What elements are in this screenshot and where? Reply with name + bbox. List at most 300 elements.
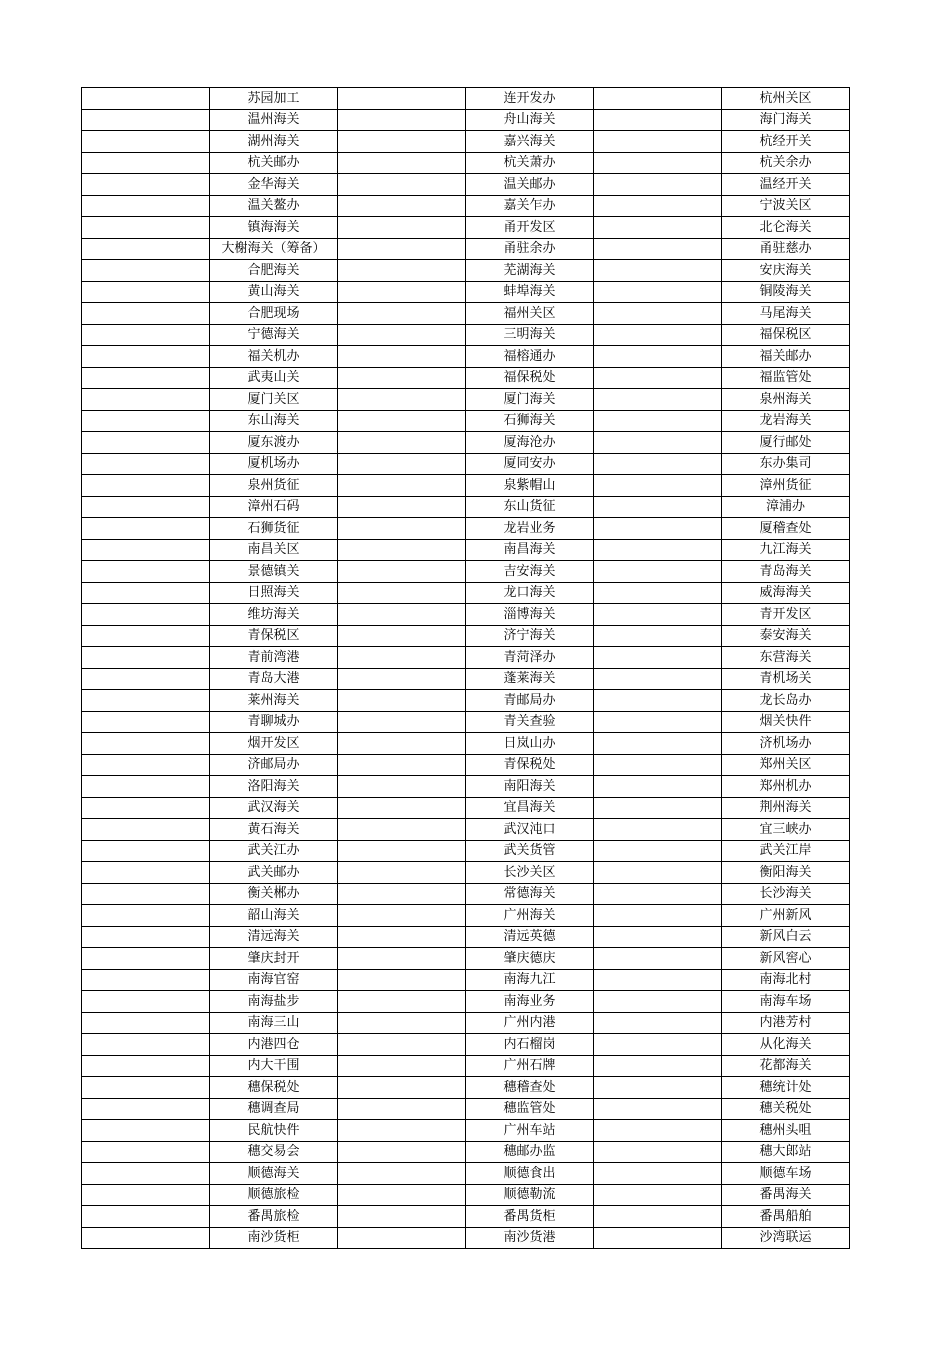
table-cell <box>82 1012 210 1034</box>
table-cell <box>338 238 466 260</box>
table-cell <box>338 539 466 561</box>
table-cell <box>338 88 466 110</box>
table-cell: 肇庆封开 <box>210 948 338 970</box>
table-cell <box>338 647 466 669</box>
table-cell <box>82 1034 210 1056</box>
table-row <box>82 905 850 927</box>
table-cell: 湖州海关 <box>210 131 338 153</box>
table-cell: 杭关邮办 <box>210 152 338 174</box>
table-cell <box>82 733 210 755</box>
table-row <box>82 1206 850 1228</box>
table-cell <box>82 948 210 970</box>
table-row <box>82 346 850 368</box>
table-cell <box>338 367 466 389</box>
table-cell <box>594 776 722 798</box>
table-cell <box>82 1163 210 1185</box>
table-row <box>82 1141 850 1163</box>
table-cell: 东山海关 <box>210 410 338 432</box>
table-row <box>82 991 850 1013</box>
table-cell <box>594 1141 722 1163</box>
table-cell <box>338 410 466 432</box>
table-cell: 武关江岸 <box>722 840 850 862</box>
table-cell: 穗关税处 <box>722 1098 850 1120</box>
table-cell <box>82 647 210 669</box>
table-cell <box>338 518 466 540</box>
table-cell: 穗交易会 <box>210 1141 338 1163</box>
table-cell <box>82 1184 210 1206</box>
table-cell <box>338 346 466 368</box>
table-cell: 吉安海关 <box>466 561 594 583</box>
table-cell <box>82 561 210 583</box>
table-cell <box>594 389 722 411</box>
table-cell: 花都海关 <box>722 1055 850 1077</box>
table-cell: 武夷山关 <box>210 367 338 389</box>
table-cell <box>594 1163 722 1185</box>
table-cell <box>338 195 466 217</box>
table-cell <box>82 625 210 647</box>
table-cell: 番禺货柜 <box>466 1206 594 1228</box>
table-cell <box>338 1141 466 1163</box>
table-cell: 厦门海关 <box>466 389 594 411</box>
table-cell <box>594 668 722 690</box>
table-cell <box>338 711 466 733</box>
table-cell: 穗稽查处 <box>466 1077 594 1099</box>
table-cell: 内石榴岗 <box>466 1034 594 1056</box>
table-cell: 武关邮办 <box>210 862 338 884</box>
table-row <box>82 131 850 153</box>
table-row <box>82 238 850 260</box>
table-cell <box>82 819 210 841</box>
table-cell <box>594 432 722 454</box>
table-cell: 厦东渡办 <box>210 432 338 454</box>
table-cell <box>594 1206 722 1228</box>
table-cell: 甬开发区 <box>466 217 594 239</box>
table-cell: 厦海沧办 <box>466 432 594 454</box>
table-cell: 清远英德 <box>466 926 594 948</box>
table-cell <box>338 324 466 346</box>
table-row <box>82 1227 850 1249</box>
table-cell <box>82 281 210 303</box>
table-cell: 宁德海关 <box>210 324 338 346</box>
table-cell: 南海北村 <box>722 969 850 991</box>
table-cell: 合肥现场 <box>210 303 338 325</box>
table-cell: 漳州货征 <box>722 475 850 497</box>
table-cell: 青邮局办 <box>466 690 594 712</box>
table-cell: 广州车站 <box>466 1120 594 1142</box>
table-row <box>82 389 850 411</box>
table-cell <box>82 367 210 389</box>
table-cell: 穗调查局 <box>210 1098 338 1120</box>
table-cell <box>594 131 722 153</box>
table-cell <box>338 432 466 454</box>
table-cell <box>82 969 210 991</box>
table-cell <box>82 840 210 862</box>
table-cell <box>338 1206 466 1228</box>
table-cell <box>338 668 466 690</box>
table-cell <box>82 1055 210 1077</box>
table-cell <box>82 711 210 733</box>
table-cell: 铜陵海关 <box>722 281 850 303</box>
table-cell: 青开发区 <box>722 604 850 626</box>
table-row <box>82 1098 850 1120</box>
table-cell: 威海海关 <box>722 582 850 604</box>
table-cell <box>594 711 722 733</box>
table-cell: 青关查验 <box>466 711 594 733</box>
table-row <box>82 475 850 497</box>
table-cell: 济宁海关 <box>466 625 594 647</box>
table-row <box>82 1184 850 1206</box>
table-cell: 连开发办 <box>466 88 594 110</box>
table-cell <box>594 260 722 282</box>
table-cell: 龙岩海关 <box>722 410 850 432</box>
table-cell <box>594 625 722 647</box>
table-cell <box>338 453 466 475</box>
table-cell: 合肥海关 <box>210 260 338 282</box>
table-row <box>82 539 850 561</box>
table-cell: 顺德旅检 <box>210 1184 338 1206</box>
table-cell <box>338 776 466 798</box>
table-cell: 温经开关 <box>722 174 850 196</box>
table-cell: 烟开发区 <box>210 733 338 755</box>
table-cell: 青前湾港 <box>210 647 338 669</box>
table-row <box>82 754 850 776</box>
table-cell <box>338 625 466 647</box>
table-cell <box>594 238 722 260</box>
table-cell <box>338 389 466 411</box>
table-cell <box>338 926 466 948</box>
table-row <box>82 647 850 669</box>
table-row <box>82 668 850 690</box>
table-cell <box>338 174 466 196</box>
table-cell <box>594 324 722 346</box>
table-cell <box>82 862 210 884</box>
table-cell <box>594 948 722 970</box>
table-cell: 济机场办 <box>722 733 850 755</box>
table-cell <box>338 883 466 905</box>
table-cell: 从化海关 <box>722 1034 850 1056</box>
table-cell: 龙岩业务 <box>466 518 594 540</box>
table-cell <box>82 518 210 540</box>
table-body <box>82 88 850 1249</box>
table-cell: 淄博海关 <box>466 604 594 626</box>
table-row <box>82 625 850 647</box>
table-cell: 马尾海关 <box>722 303 850 325</box>
table-cell: 穗监管处 <box>466 1098 594 1120</box>
table-row <box>82 776 850 798</box>
table-cell: 嘉兴海关 <box>466 131 594 153</box>
table-cell <box>338 1055 466 1077</box>
table-cell: 金华海关 <box>210 174 338 196</box>
table-cell: 北仑海关 <box>722 217 850 239</box>
table-cell <box>338 1184 466 1206</box>
table-cell <box>82 324 210 346</box>
table-cell <box>82 303 210 325</box>
table-cell: 穗统计处 <box>722 1077 850 1099</box>
table-cell: 温关鳌办 <box>210 195 338 217</box>
table-cell <box>594 453 722 475</box>
table-cell <box>82 195 210 217</box>
table-cell <box>82 604 210 626</box>
table-cell <box>82 346 210 368</box>
table-cell: 蚌埠海关 <box>466 281 594 303</box>
table-cell <box>338 131 466 153</box>
table-cell <box>82 410 210 432</box>
table-cell <box>338 582 466 604</box>
table-cell: 南昌海关 <box>466 539 594 561</box>
table-cell: 肇庆德庆 <box>466 948 594 970</box>
table-cell: 青岛大港 <box>210 668 338 690</box>
table-cell: 宜昌海关 <box>466 797 594 819</box>
table-cell: 蓬莱海关 <box>466 668 594 690</box>
table-row <box>82 152 850 174</box>
table-cell <box>594 905 722 927</box>
table-cell: 福保税区 <box>722 324 850 346</box>
table-cell <box>594 367 722 389</box>
table-cell: 广州新风 <box>722 905 850 927</box>
table-cell: 清远海关 <box>210 926 338 948</box>
table-cell <box>594 109 722 131</box>
table-cell: 内港四仓 <box>210 1034 338 1056</box>
table-cell <box>594 991 722 1013</box>
table-cell: 新风窖心 <box>722 948 850 970</box>
table-cell: 温关邮办 <box>466 174 594 196</box>
table-cell <box>82 797 210 819</box>
table-cell <box>338 1077 466 1099</box>
table-cell: 杭州关区 <box>722 88 850 110</box>
table-cell: 穗保税处 <box>210 1077 338 1099</box>
table-row <box>82 926 850 948</box>
table-cell <box>594 690 722 712</box>
table-cell <box>82 88 210 110</box>
table-row <box>82 819 850 841</box>
table-cell: 南昌关区 <box>210 539 338 561</box>
table-cell <box>82 668 210 690</box>
table-cell: 内港芳村 <box>722 1012 850 1034</box>
table-cell <box>594 410 722 432</box>
table-cell: 东营海关 <box>722 647 850 669</box>
table-row <box>82 109 850 131</box>
table-row <box>82 948 850 970</box>
table-cell: 郑州关区 <box>722 754 850 776</box>
table-row <box>82 432 850 454</box>
table-cell <box>594 1098 722 1120</box>
table-cell <box>594 883 722 905</box>
table-cell: 九江海关 <box>722 539 850 561</box>
table-cell: 广州石牌 <box>466 1055 594 1077</box>
table-cell: 穗邮办监 <box>466 1141 594 1163</box>
table-cell <box>594 1227 722 1249</box>
table-cell <box>82 453 210 475</box>
table-cell <box>82 926 210 948</box>
table-cell: 南海盐步 <box>210 991 338 1013</box>
table-cell: 苏园加工 <box>210 88 338 110</box>
table-cell: 莱州海关 <box>210 690 338 712</box>
table-row <box>82 496 850 518</box>
table-cell <box>82 1077 210 1099</box>
table-cell: 南阳海关 <box>466 776 594 798</box>
table-row <box>82 453 850 475</box>
table-cell: 洛阳海关 <box>210 776 338 798</box>
table-cell <box>82 690 210 712</box>
table-cell <box>594 518 722 540</box>
table-cell: 镇海海关 <box>210 217 338 239</box>
table-row <box>82 88 850 110</box>
table-row <box>82 711 850 733</box>
table-cell <box>594 195 722 217</box>
table-cell: 常德海关 <box>466 883 594 905</box>
table-row <box>82 195 850 217</box>
table-row <box>82 840 850 862</box>
table-cell <box>82 582 210 604</box>
table-cell: 厦门关区 <box>210 389 338 411</box>
table-cell: 日照海关 <box>210 582 338 604</box>
table-cell: 芜湖海关 <box>466 260 594 282</box>
table-cell <box>82 1098 210 1120</box>
table-cell <box>338 754 466 776</box>
table-cell <box>338 862 466 884</box>
table-cell: 厦稽查处 <box>722 518 850 540</box>
table-row <box>82 969 850 991</box>
table-row <box>82 260 850 282</box>
table-cell: 温州海关 <box>210 109 338 131</box>
table-cell: 新风白云 <box>722 926 850 948</box>
table-cell <box>338 1227 466 1249</box>
table-row <box>82 604 850 626</box>
table-cell: 番禺海关 <box>722 1184 850 1206</box>
table-cell <box>594 797 722 819</box>
table-row <box>82 303 850 325</box>
table-cell: 三明海关 <box>466 324 594 346</box>
table-cell <box>338 1098 466 1120</box>
table-cell <box>82 475 210 497</box>
table-cell <box>338 496 466 518</box>
table-cell: 沙湾联运 <box>722 1227 850 1249</box>
table-row <box>82 174 850 196</box>
table-cell <box>82 432 210 454</box>
table-cell <box>594 754 722 776</box>
table-cell: 韶山海关 <box>210 905 338 927</box>
table-cell <box>338 690 466 712</box>
table-cell: 青保税处 <box>466 754 594 776</box>
table-cell <box>594 926 722 948</box>
table-cell: 南海官窑 <box>210 969 338 991</box>
table-cell <box>594 1034 722 1056</box>
table-cell <box>82 389 210 411</box>
table-cell <box>82 217 210 239</box>
table-cell <box>594 539 722 561</box>
table-cell: 舟山海关 <box>466 109 594 131</box>
table-cell: 福监管处 <box>722 367 850 389</box>
table-cell <box>338 991 466 1013</box>
table-cell: 福州关区 <box>466 303 594 325</box>
table-cell: 郑州机办 <box>722 776 850 798</box>
table-cell <box>594 1055 722 1077</box>
table-cell: 福榕通办 <box>466 346 594 368</box>
table-cell <box>82 991 210 1013</box>
table-cell: 福关机办 <box>210 346 338 368</box>
table-cell: 顺德海关 <box>210 1163 338 1185</box>
table-cell <box>594 969 722 991</box>
table-cell: 泉州海关 <box>722 389 850 411</box>
table-cell: 民航快件 <box>210 1120 338 1142</box>
table-cell <box>338 303 466 325</box>
table-cell <box>594 174 722 196</box>
table-cell: 龙长岛办 <box>722 690 850 712</box>
table-cell: 内大干围 <box>210 1055 338 1077</box>
table-cell: 顺德勒流 <box>466 1184 594 1206</box>
table-cell <box>338 905 466 927</box>
table-cell <box>338 1034 466 1056</box>
table-cell <box>338 1120 466 1142</box>
table-cell <box>594 819 722 841</box>
table-row <box>82 324 850 346</box>
table-cell: 青保税区 <box>210 625 338 647</box>
table-cell <box>82 905 210 927</box>
table-cell: 石狮货征 <box>210 518 338 540</box>
table-row <box>82 862 850 884</box>
table-cell: 泉紫帽山 <box>466 475 594 497</box>
table-cell: 青菏泽办 <box>466 647 594 669</box>
table-cell: 番禺船舶 <box>722 1206 850 1228</box>
table-cell: 石狮海关 <box>466 410 594 432</box>
table-row <box>82 217 850 239</box>
table-cell: 南海三山 <box>210 1012 338 1034</box>
table-cell <box>82 152 210 174</box>
table-row <box>82 1120 850 1142</box>
table-cell: 济邮局办 <box>210 754 338 776</box>
table-cell: 维坊海关 <box>210 604 338 626</box>
table-cell <box>594 1077 722 1099</box>
table-cell <box>82 754 210 776</box>
table-cell: 广州海关 <box>466 905 594 927</box>
table-row <box>82 1077 850 1099</box>
table-cell: 番禺旅检 <box>210 1206 338 1228</box>
table-cell <box>338 840 466 862</box>
table-cell: 厦机场办 <box>210 453 338 475</box>
table-cell <box>338 217 466 239</box>
table-cell <box>82 1120 210 1142</box>
table-row <box>82 367 850 389</box>
table-cell <box>338 969 466 991</box>
table-row <box>82 410 850 432</box>
table-cell: 嘉关乍办 <box>466 195 594 217</box>
table-cell: 杭关萧办 <box>466 152 594 174</box>
table-row <box>82 883 850 905</box>
table-row <box>82 733 850 755</box>
table-cell <box>82 776 210 798</box>
table-cell: 甬驻慈办 <box>722 238 850 260</box>
table-cell <box>594 1012 722 1034</box>
table-cell: 东办集司 <box>722 453 850 475</box>
table-cell: 武关货管 <box>466 840 594 862</box>
table-cell: 杭经开关 <box>722 131 850 153</box>
table-row <box>82 1012 850 1034</box>
table-cell <box>338 797 466 819</box>
table-cell <box>338 948 466 970</box>
table-cell: 南沙货港 <box>466 1227 594 1249</box>
table-cell <box>82 496 210 518</box>
table-row <box>82 690 850 712</box>
table-cell <box>82 883 210 905</box>
table-cell: 日岚山办 <box>466 733 594 755</box>
table-cell: 烟关快件 <box>722 711 850 733</box>
table-cell: 南沙货柜 <box>210 1227 338 1249</box>
table-cell: 东山货征 <box>466 496 594 518</box>
table-cell <box>594 217 722 239</box>
table-cell <box>82 260 210 282</box>
table-cell: 福保税处 <box>466 367 594 389</box>
table-cell: 泉州货征 <box>210 475 338 497</box>
